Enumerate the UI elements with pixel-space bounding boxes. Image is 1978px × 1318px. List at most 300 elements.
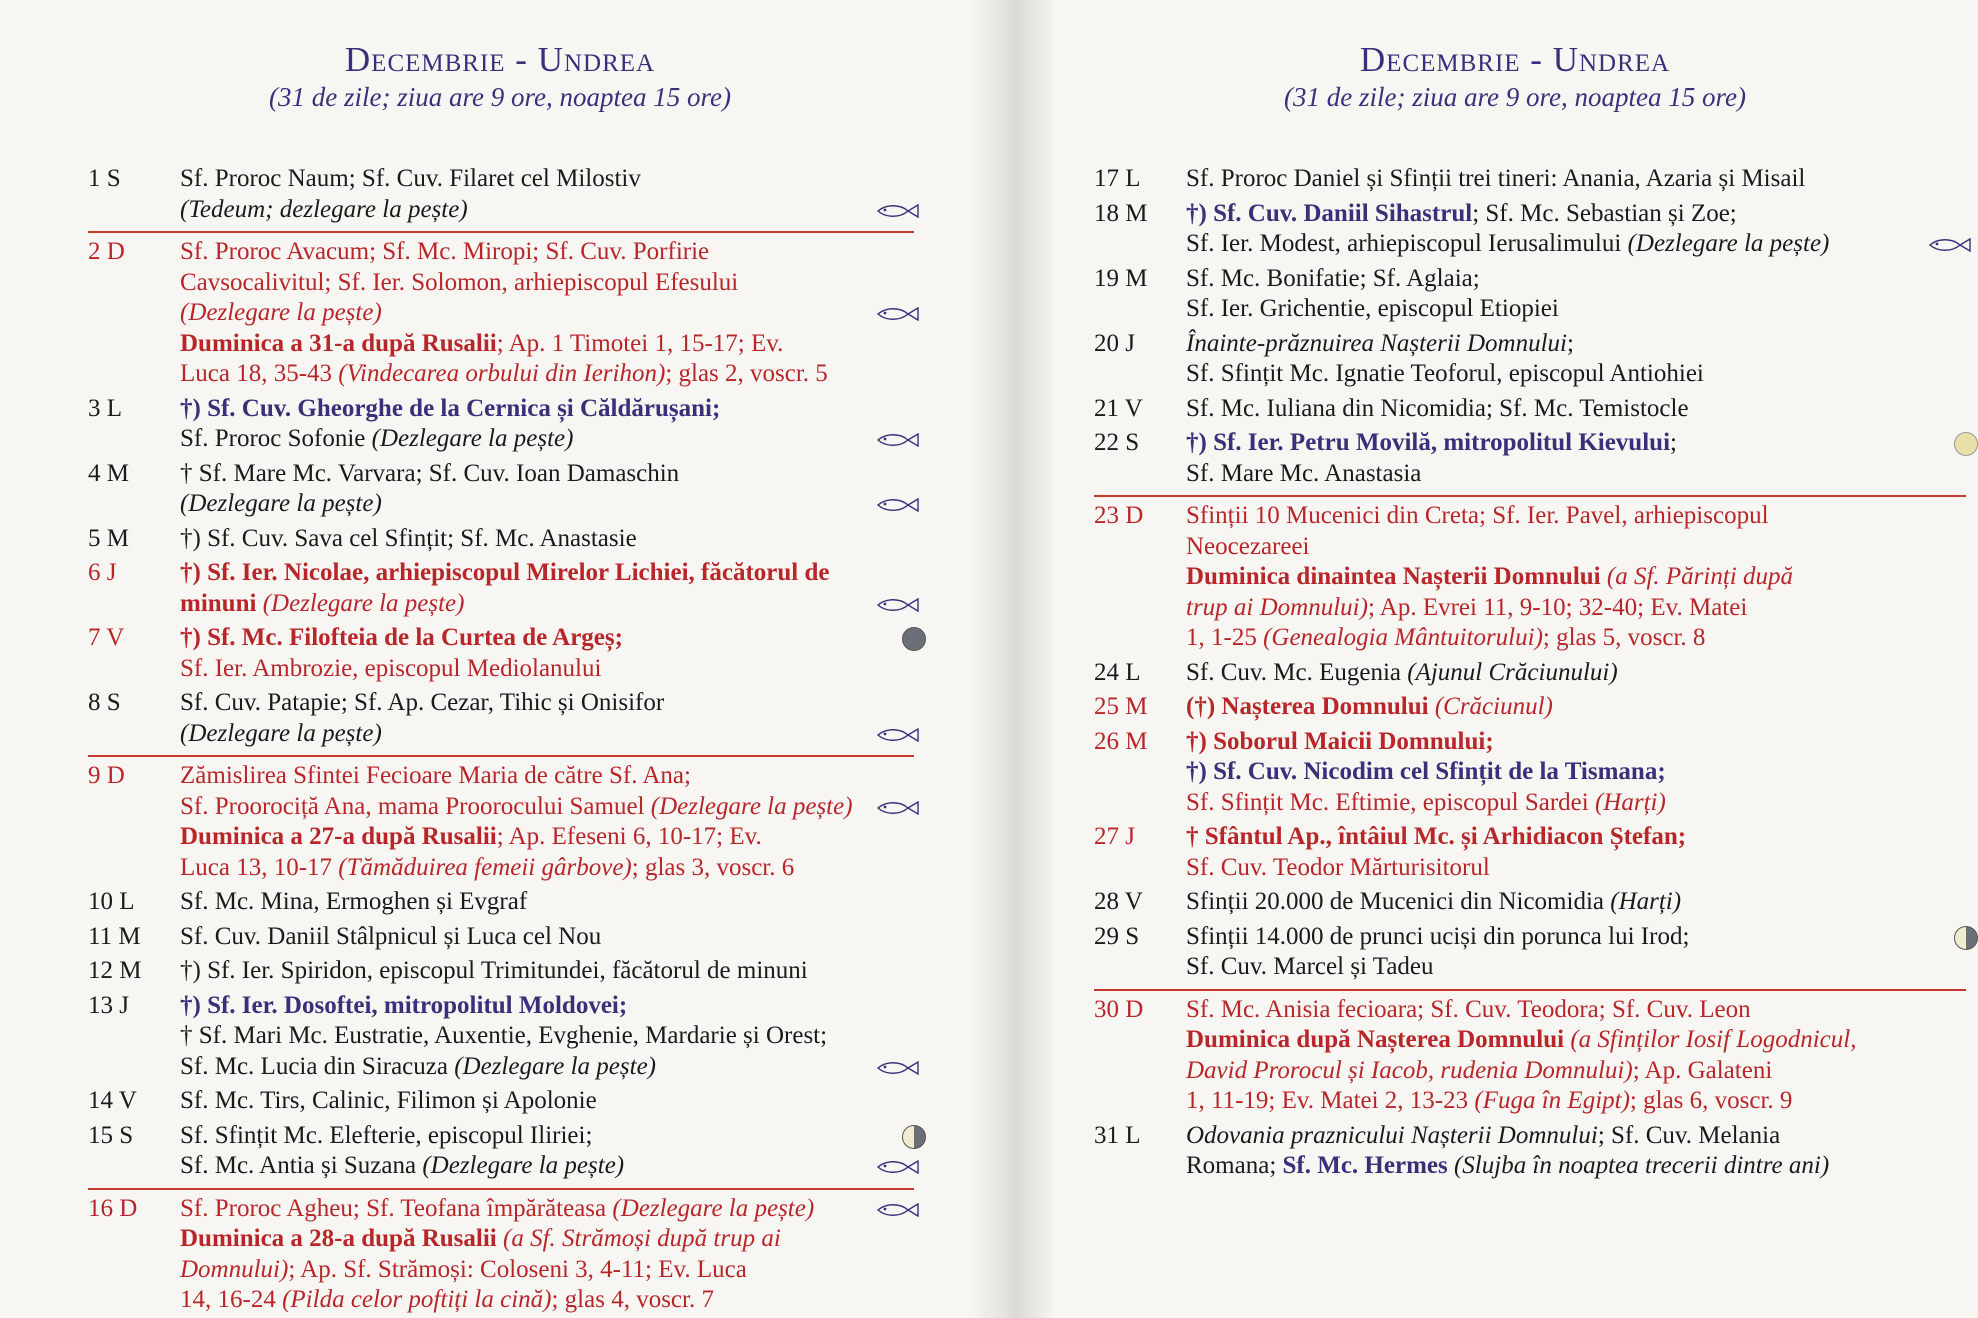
entry-text: [1186, 562, 1966, 593]
text-segment: Sf. Mc. Lucia din Siracuza: [180, 1052, 455, 1080]
entry-text: [1186, 727, 1966, 758]
fish-icon: [874, 1159, 920, 1175]
entry-text: [180, 792, 914, 823]
day-label: 5 M: [88, 524, 129, 552]
entry-text: [1186, 623, 1966, 654]
entry-text: [180, 887, 914, 918]
text-segment: (Dezlegare la pește): [180, 719, 382, 747]
calendar-entry: [1094, 495, 1966, 658]
calendar-entry: [88, 991, 914, 1087]
text-segment: ; glas 5, voscr. 8: [1542, 624, 1706, 651]
text-segment: ; Ap. Galateni: [1632, 1056, 1773, 1084]
full-moon-icon: [902, 627, 926, 651]
text-segment: (Tedeum; dezlegare la pește): [180, 195, 468, 223]
text-segment: (Dezlegare la pește): [650, 792, 853, 820]
text-segment: David Prorocul și Iacob, rudenia Domnului): [1186, 1056, 1633, 1084]
fish-icon: [874, 800, 920, 816]
day-label: 8 S: [88, 689, 121, 716]
text-segment: Sf. Cuv. Daniil Stâlpnicul și Luca cel Nou: [180, 922, 602, 950]
entry-text: [180, 1285, 914, 1316]
text-segment: (Dezlegare la pește): [256, 589, 465, 617]
book-gutter: [970, 0, 1052, 1318]
text-segment: ; Ap. Efeseni 6, 10-17; Ev.: [496, 823, 762, 850]
entry-text: [1186, 532, 1966, 563]
day-label: 2 D: [88, 238, 125, 265]
text-segment: †) Sf. Ier. Petru Movilă, mitropolitul Kievului: [1186, 429, 1671, 456]
entry-line: [88, 459, 914, 490]
text-segment: minuni: [180, 589, 257, 617]
entry-line: [88, 991, 914, 1022]
entry-line: [88, 1285, 914, 1316]
entry-text: [180, 459, 914, 490]
day-label: 14 V: [88, 1087, 137, 1114]
text-segment: ;: [1670, 429, 1677, 456]
text-segment: Luca 18, 35-43: [180, 360, 339, 387]
entry-line: [88, 1121, 914, 1152]
day-label: 11 M: [88, 922, 141, 950]
entry-text: [180, 524, 914, 555]
right-header: [1052, 40, 1978, 114]
entry-line: [1094, 501, 1966, 532]
entry-text: [1186, 822, 1966, 853]
text-segment: Sf. Proorociță Ana, mama Proorocului Samuel: [180, 792, 651, 820]
calendar-entry: [88, 922, 914, 957]
entry-text: [180, 654, 914, 685]
text-segment: Sf. Proroc Agheu; Sf. Teofana împărăteasa: [180, 1194, 613, 1222]
entry-text: [1186, 1121, 1966, 1152]
entry-line: [1094, 887, 1966, 918]
text-segment: (†) Nașterea Domnului: [1186, 693, 1429, 720]
entry-text: [180, 394, 914, 425]
text-segment: (Dezlegare la pește): [612, 1194, 815, 1222]
entry-line: [88, 688, 914, 719]
entry-line: [88, 589, 914, 620]
entry-text: [1186, 788, 1966, 819]
entry-line: [88, 394, 914, 425]
entry-line: [1094, 952, 1966, 983]
day-label: 9 D: [88, 762, 125, 789]
fish-icon: [1926, 237, 1972, 253]
entry-text: [180, 1224, 914, 1255]
entry-text: [1186, 501, 1966, 532]
entry-text: [180, 329, 914, 360]
text-segment: 1, 11-19; Ev. Matei 2, 13-23: [1186, 1087, 1475, 1114]
text-segment: ; glas 2, voscr. 5: [665, 360, 828, 387]
text-segment: † Sf. Mari Mc. Eustratie, Auxentie, Evghenie, Mardarie și Orest;: [180, 1022, 828, 1049]
text-segment: Sfinții 20.000 de Mucenici din Nicomidia: [1186, 888, 1611, 915]
entry-line: [1094, 727, 1966, 758]
day-label: 20 J: [1094, 329, 1135, 357]
entry-line: [88, 1255, 914, 1286]
text-segment: (Vindecarea orbului din Ierihon): [338, 360, 666, 387]
text-segment: †) Sf. Cuv. Nicodim cel Sfințit de la Tismana;: [1186, 758, 1666, 785]
half-moon-icon: [902, 1125, 926, 1149]
entry-line: [1094, 329, 1966, 360]
entry-text: [180, 1086, 914, 1117]
entry-line: [1094, 199, 1966, 230]
fish-icon: [874, 1060, 920, 1076]
entry-text: [1186, 394, 1966, 425]
text-segment: ; Sf. Mc. Sebastian și Zoe;: [1472, 199, 1737, 227]
entry-line: [1094, 164, 1966, 195]
entry-text: [180, 719, 914, 750]
entry-text: [180, 424, 914, 455]
text-segment: †) Sf. Cuv. Daniil Sihastrul: [1186, 199, 1473, 227]
entry-text: [180, 237, 914, 268]
day-label: 26 M: [1094, 727, 1148, 755]
entry-text: [1186, 692, 1966, 723]
text-segment: Cavsocalivitul; Sf. Ier. Solomon, arhiepiscopul Efesului: [180, 268, 739, 296]
fish-icon: [874, 306, 920, 322]
text-segment: Sf. Mc. Mina, Ermoghen și Evgraf: [180, 888, 528, 915]
entry-text: [1186, 1025, 1966, 1056]
month-title: Decembrie - Undrea: [344, 40, 656, 79]
text-segment: Odovania praznicului Nașterii Domnului: [1186, 1121, 1598, 1149]
text-segment: Romana;: [1186, 1152, 1283, 1179]
calendar-entry: [1094, 428, 1966, 493]
entry-text: [1186, 264, 1966, 295]
text-segment: †) Sf. Cuv. Sava cel Sfințit; Sf. Mc. Anastasie: [180, 524, 637, 552]
text-segment: Sf. Mc. Antia și Suzana: [180, 1152, 423, 1179]
text-segment: (Fuga în Egipt): [1474, 1087, 1630, 1114]
entry-line: [88, 298, 914, 329]
entry-text: [1186, 853, 1966, 884]
day-label: 19 M: [1094, 264, 1148, 292]
entry-line: [88, 268, 914, 299]
entry-text: [180, 623, 914, 654]
entry-line: [88, 853, 914, 884]
entry-text: [180, 1121, 914, 1152]
day-label: 6 J: [88, 559, 117, 586]
text-segment: Sf. Mc. Anisia fecioara; Sf. Cuv. Teodora; Sf. Cuv. Leon: [1186, 995, 1751, 1023]
entry-line: [1094, 294, 1966, 325]
calendar-entry: [88, 1086, 914, 1121]
entry-text: [180, 1151, 914, 1182]
calendar-entry: [88, 887, 914, 922]
entry-line: [1094, 853, 1966, 884]
entry-text: [1186, 359, 1966, 390]
calendar-list: [88, 164, 914, 1318]
text-segment: Sf. Sfințit Mc. Elefterie, episcopul Iliriei;: [180, 1121, 593, 1149]
entry-line: [1094, 593, 1966, 624]
entry-text: [180, 1255, 914, 1286]
entry-line: [88, 329, 914, 360]
entry-line: [1094, 428, 1966, 459]
text-segment: † Sf. Mare Mc. Varvara; Sf. Cuv. Ioan Damaschin: [180, 459, 680, 487]
text-segment: † Sfântul Ap., întâiul Mc. și Arhidiacon Ștefan;: [1186, 823, 1687, 850]
text-segment: ; Sf. Cuv. Melania: [1597, 1121, 1781, 1149]
text-segment: ; glas 3, voscr. 6: [631, 853, 795, 881]
text-segment: Duminica a 31-a după Rusalii: [180, 329, 497, 357]
left-header: [0, 40, 970, 114]
text-segment: (a Sfinților Iosif Logodnicul,: [1564, 1026, 1857, 1053]
day-label: 23 D: [1094, 502, 1144, 529]
calendar-entry: [1094, 922, 1966, 987]
entry-text: [1186, 428, 1966, 459]
text-segment: Înainte-prăznuirea Nașterii Domnului: [1186, 329, 1568, 357]
entry-line: [88, 1021, 914, 1052]
calendar-entry: [88, 688, 914, 753]
text-segment: (a Sf. Părinți după: [1600, 563, 1793, 590]
text-segment: (Harți): [1610, 888, 1682, 915]
text-segment: ; glas 6, voscr. 9: [1629, 1087, 1793, 1114]
text-segment: (Ajunul Crăciunului): [1407, 658, 1618, 686]
entry-line: [88, 1151, 914, 1182]
fish-icon: [874, 597, 920, 613]
entry-text: [1186, 887, 1966, 918]
text-segment: (Crăciunul): [1428, 693, 1553, 720]
entry-text: [180, 1021, 914, 1052]
entry-line: [1094, 1151, 1966, 1182]
calendar-entry: [1094, 658, 1966, 693]
text-segment: Sf. Proroc Naum; Sf. Cuv. Filaret cel Milostiv: [180, 165, 641, 192]
text-segment: trup ai Domnului): [1186, 593, 1368, 621]
text-segment: (Pilda celor poftiți la cină): [282, 1286, 552, 1313]
text-segment: †) Sf. Ier. Nicolae, arhiepiscopul Mirelor Lichiei, făcătorul de: [180, 559, 830, 586]
entry-line: [88, 558, 914, 589]
text-segment: (Dezlegare la pește): [1627, 230, 1830, 257]
entry-line: [88, 195, 914, 226]
day-label: 3 L: [88, 394, 123, 422]
entry-line: [1094, 1086, 1966, 1117]
entry-line: [88, 922, 914, 953]
text-segment: Sf. Cuv. Patapie; Sf. Ap. Cezar, Tihic și Onisifor: [180, 689, 665, 716]
text-segment: Sf. Proroc Sofonie: [180, 425, 372, 452]
text-segment: (Slujba în noaptea trecerii dintre ani): [1447, 1152, 1830, 1179]
entry-line: [88, 424, 914, 455]
text-segment: 1, 1-25: [1186, 624, 1264, 651]
day-label: 16 D: [88, 1194, 138, 1222]
entry-line: [88, 654, 914, 685]
text-segment: ;: [1567, 329, 1574, 357]
day-label: 24 L: [1094, 658, 1141, 686]
right-page: [1052, 0, 1978, 1318]
entry-line: [88, 489, 914, 520]
fish-icon: [874, 727, 920, 743]
calendar-entry: [88, 164, 914, 229]
day-label: 25 M: [1094, 693, 1148, 720]
fish-icon: [874, 1202, 920, 1218]
entry-line: [1094, 459, 1966, 490]
day-label: 13 J: [88, 991, 129, 1019]
text-segment: 14, 16-24: [180, 1286, 283, 1313]
text-segment: (Tămăduirea femeii gârbove): [338, 853, 632, 881]
text-segment: Sf. Cuv. Teodor Mărturisitorul: [1186, 853, 1490, 881]
day-label: 28 V: [1094, 888, 1143, 915]
entry-text: [180, 853, 914, 884]
entry-text: [1186, 593, 1966, 624]
text-segment: Sf. Ier. Grichentie, episcopul Etiopiei: [1186, 295, 1559, 322]
entry-line: [88, 623, 914, 654]
entry-line: [1094, 788, 1966, 819]
entry-text: [1186, 995, 1966, 1026]
text-segment: Duminica după Nașterea Domnului: [1186, 1026, 1565, 1053]
entry-line: [1094, 1121, 1966, 1152]
text-segment: Duminica dinaintea Nașterii Domnului: [1186, 563, 1601, 590]
fish-icon: [874, 203, 920, 219]
calendar-entry: [88, 459, 914, 524]
text-segment: Sf. Mare Mc. Anastasia: [1186, 459, 1422, 487]
entry-text: [180, 195, 914, 226]
text-segment: Sf. Cuv. Marcel și Tadeu: [1186, 953, 1434, 980]
entry-text: [1186, 757, 1966, 788]
text-segment: Sf. Sfințit Mc. Eftimie, episcopul Sardei: [1186, 788, 1595, 816]
entry-text: [1186, 229, 1966, 260]
entry-text: [180, 164, 914, 195]
calendar-entry: [88, 1121, 914, 1186]
entry-line: [1094, 1025, 1966, 1056]
text-segment: Sf. Ier. Modest, arhiepiscopul Ierusalimului: [1186, 230, 1628, 257]
day-label: 12 M: [88, 957, 142, 984]
month-subtitle: (31 de zile; ziua are 9 ore, noaptea 15 ore): [269, 82, 731, 112]
day-label: 4 M: [88, 459, 129, 487]
entry-text: [180, 558, 914, 589]
entry-line: [1094, 922, 1966, 953]
text-segment: †) Sf. Ier. Dosoftei, mitropolitul Moldovei;: [180, 991, 628, 1019]
text-segment: (Dezlegare la pește): [180, 299, 382, 326]
text-segment: Luca 13, 10-17: [180, 853, 339, 881]
text-segment: Sfinții 10 Mucenici din Creta; Sf. Ier. Pavel, arhiepiscopul: [1186, 502, 1769, 529]
text-segment: ; Ap. Sf. Strămoși: Coloseni 3, 4-11; Ev. Luca: [288, 1255, 747, 1283]
text-segment: †) Soborul Maicii Domnului;: [1186, 727, 1494, 755]
entry-line: [1094, 264, 1966, 295]
day-label: 17 L: [1094, 165, 1141, 192]
calendar-list: [1094, 164, 1966, 1186]
day-label: 18 M: [1094, 199, 1148, 227]
entry-text: [180, 359, 914, 390]
entry-text: [180, 1194, 914, 1225]
entry-line: [88, 1224, 914, 1255]
text-segment: (Harți): [1594, 788, 1666, 816]
calendar-entry: [1094, 989, 1966, 1121]
calendar-entry: [88, 231, 914, 394]
half-moon-icon: [1954, 926, 1978, 950]
text-segment: Sf. Proroc Avacum; Sf. Mc. Miropi; Sf. Cuv. Porfirie: [180, 238, 710, 265]
left-page: [0, 0, 970, 1318]
calendar-entry: [1094, 329, 1966, 394]
entry-text: [1186, 922, 1966, 953]
entry-text: [1186, 294, 1966, 325]
calendar-entry: [1094, 164, 1966, 199]
calendar-entry: [1094, 727, 1966, 823]
entry-text: [180, 761, 914, 792]
calendar-entry: [1094, 1121, 1966, 1186]
day-label: 30 D: [1094, 995, 1144, 1023]
text-segment: Domnului): [180, 1255, 289, 1283]
entry-text: [180, 489, 914, 520]
text-segment: †) Sf. Ier. Spiridon, episcopul Trimitundei, făcătorul de minuni: [180, 957, 808, 984]
entry-text: [180, 922, 914, 953]
entry-text: [1186, 199, 1966, 230]
text-segment: Zămislirea Sfintei Fecioare Maria de către Sf. Ana;: [180, 762, 691, 789]
calendar-entry: [1094, 692, 1966, 727]
calendar-entry: [1094, 264, 1966, 329]
entry-line: [88, 164, 914, 195]
entry-line: [1094, 394, 1966, 425]
entry-text: [180, 688, 914, 719]
entry-line: [1094, 532, 1966, 563]
calendar-entry: [1094, 199, 1966, 264]
text-segment: Sf. Mc. Hermes: [1282, 1152, 1448, 1179]
day-label: 10 L: [88, 888, 135, 915]
entry-line: [1094, 1056, 1966, 1087]
day-label: 31 L: [1094, 1121, 1141, 1149]
calendar-entry: [1094, 887, 1966, 922]
entry-text: [1186, 1151, 1966, 1182]
day-label: 15 S: [88, 1121, 134, 1149]
entry-text: [180, 1052, 914, 1083]
entry-text: [180, 268, 914, 299]
entry-line: [1094, 658, 1966, 689]
month-title: Decembrie - Undrea: [1359, 40, 1671, 79]
entry-line: [1094, 995, 1966, 1026]
calendar-entry: [88, 1188, 914, 1318]
calendar-entry: [1094, 822, 1966, 887]
entry-line: [88, 822, 914, 853]
text-segment: ; Ap. Evrei 11, 9-10; 32-40; Ev. Matei: [1367, 593, 1748, 621]
entry-text: [180, 956, 914, 987]
text-segment: Duminica a 28-a după Rusalii: [180, 1225, 497, 1252]
calendar-entry: [88, 524, 914, 559]
text-segment: (a Sf. Strămoși după trup ai: [496, 1225, 781, 1252]
entry-line: [88, 792, 914, 823]
entry-line: [1094, 623, 1966, 654]
entry-line: [88, 719, 914, 750]
calendar-entry: [88, 558, 914, 623]
calendar-entry: [1094, 394, 1966, 429]
text-segment: Sf. Proroc Daniel și Sfinții trei tineri: Anania, Azaria și Misail: [1186, 165, 1806, 192]
text-segment: Sf. Sfințit Mc. Ignatie Teoforul, episcopul Antiohiei: [1186, 360, 1704, 387]
text-segment: Neocezareei: [1186, 532, 1310, 560]
text-segment: Sf. Mc. Bonifatie; Sf. Aglaia;: [1186, 264, 1480, 292]
day-label: 29 S: [1094, 922, 1140, 950]
text-segment: Sf. Mc. Tirs, Calinic, Filimon și Apolonie: [180, 1087, 597, 1114]
text-segment: ; glas 4, voscr. 7: [551, 1286, 714, 1313]
entry-text: [180, 822, 914, 853]
entry-line: [88, 1086, 914, 1117]
fish-icon: [874, 432, 920, 448]
calendar-entry: [88, 623, 914, 688]
entry-text: [180, 991, 914, 1022]
entry-line: [88, 956, 914, 987]
text-segment: (Dezlegare la pește): [422, 1152, 625, 1179]
day-label: 7 V: [88, 624, 125, 651]
entry-text: [180, 298, 914, 329]
text-segment: (Genealogia Mântuitorului): [1263, 624, 1543, 651]
entry-line: [1094, 692, 1966, 723]
entry-text: [1186, 1086, 1966, 1117]
text-segment: †) Sf. Cuv. Gheorghe de la Cernica și Căldărușani;: [180, 394, 721, 422]
entry-text: [1186, 329, 1966, 360]
text-segment: (Dezlegare la pește): [371, 425, 574, 452]
entry-line: [88, 887, 914, 918]
entry-text: [1186, 164, 1966, 195]
text-segment: Sf. Mc. Iuliana din Nicomidia; Sf. Mc. Temistocle: [1186, 394, 1689, 422]
entry-line: [1094, 822, 1966, 853]
text-segment: (Dezlegare la pește): [180, 490, 382, 517]
entry-line: [88, 761, 914, 792]
day-label: 1 S: [88, 165, 121, 192]
calendar-entry: [88, 394, 914, 459]
entry-line: [88, 524, 914, 555]
entry-text: [1186, 952, 1966, 983]
entry-line: [88, 1052, 914, 1083]
entry-text: [1186, 1056, 1966, 1087]
entry-line: [1094, 562, 1966, 593]
text-segment: Sfinții 14.000 de prunci uciși din porunca lui Irod;: [1186, 922, 1690, 950]
entry-line: [88, 359, 914, 390]
day-label: 27 J: [1094, 823, 1135, 850]
